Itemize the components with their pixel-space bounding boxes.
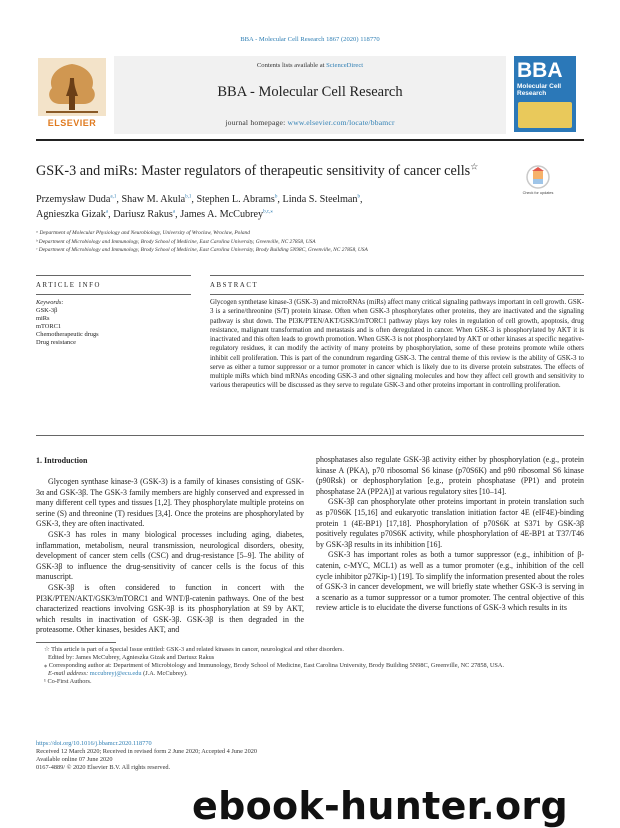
- cover-artwork: [518, 102, 572, 128]
- author-affiliation-mark[interactable]: b: [357, 194, 360, 200]
- footnote-rule: [36, 642, 116, 643]
- corresponding-author-note: ⁎ Corresponding author at: Department of Microbiology and Immunology, Brody School of Medicine, East Carolina University, Brody Building 5N98C, Greenville, NC 27858, USA.: [44, 662, 505, 669]
- article-title-line: [36, 163, 506, 180]
- keyword-item: mTORC1: [36, 322, 62, 330]
- available-online: Available online 07 June 2020: [36, 756, 113, 763]
- author-affiliation-mark[interactable]: b,1: [185, 194, 192, 200]
- intro-paragraph: GSK-3β is often considered to function in concert with the PI3K/PTEN/AKT/GSK3/mTORC1 and WNT/β-catenin pathways. One of the best characterized reactions involving GSK-3β is its phosphorylation at S9 by AKT, which results in inactivation of GSK-3β. GSK-3β is then degraded in the proteasome. Other kinases, besides AKT, and: [36, 582, 304, 635]
- intro-paragraph: GSK-3β can phosphorylate other proteins important in protein translation such as p70S6K [15,16] and eukaryotic translation initiation factor 4E (eIF4E)-binding protein 1 (4E-BP1) [17,18]. Phosphorylation of p70S6K at S371 by GSK-3β positively regulates p70S6K activity, while phosphorylation of 4E-BP1 at T37/T46 by GSK-3β results in its inhibition [16].: [316, 497, 584, 549]
- contents-line: [114, 62, 506, 70]
- homepage-link[interactable]: www.elsevier.com/locate/bbamcr: [287, 118, 395, 127]
- article-info-rule: [36, 294, 191, 295]
- affiliation-item: ᵃ Department of Molecular Physiology and Neurobiology, University of Wroclaw, Wroclaw, Poland: [36, 230, 250, 236]
- special-issue-note: ☆ This article is part of a Special Issue entitled: GSK-3 and related kinases in cancer, neurological and other disorders.: [44, 646, 344, 653]
- check-updates-icon: [522, 164, 554, 190]
- sciencedirect-link[interactable]: ScienceDirect: [326, 62, 364, 69]
- check-for-updates-button[interactable]: [522, 164, 554, 202]
- abstract-rule-top: [210, 275, 584, 276]
- homepage-line: [114, 118, 506, 127]
- abstract-heading: ABSTRACT: [210, 282, 259, 289]
- masthead: [36, 56, 584, 134]
- authors-line-1: Przemysław Duda$^{a,1}$, Shaw M. Akula$^{b,1}$, Stephen L. Abrams$^b$, Linda S. Steelman$^b$,: [36, 194, 363, 205]
- authors-line-2: Agnieszka Gizak$^a$, Dariusz Rakus$^a$, James A. McCubrey$^{b,c,⁎}$: [36, 209, 273, 220]
- affiliation-item: ᶜ Department of Microbiology and Immunology, Brody School of Medicine, East Carolina University, Brody Building 5N98C, Greenville, NC 27858, USA: [36, 247, 368, 254]
- received-dates: Received 12 March 2020; Received in revised form 2 June 2020; Accepted 4 June 2020: [36, 748, 258, 755]
- author-name: James A. McCubrey: [180, 209, 264, 220]
- article-info-rule-top: [36, 275, 191, 276]
- email-line: [36, 670, 584, 678]
- keyword-item: miRs: [36, 314, 50, 322]
- author-affiliation-mark[interactable]: b,c,⁎: [263, 209, 273, 215]
- elsevier-tree-icon: [36, 56, 108, 118]
- title-footnote-mark[interactable]: ☆: [470, 161, 479, 172]
- article-title: GSK-3 and miRs: Master regulators of therapeutic sensitivity of cancer cells: [36, 163, 471, 179]
- footnotes: [36, 646, 584, 686]
- contents-prefix: Contents lists available at: [256, 62, 327, 69]
- check-updates-label: Check for updates: [522, 191, 554, 195]
- author-name: Shaw M. Akula: [121, 194, 186, 205]
- homepage-prefix: journal homepage:: [225, 118, 288, 127]
- author-name: Linda S. Steelman: [282, 194, 358, 205]
- intro-paragraph: GSK-3 has roles in many biological processes including aging, diabetes, inflammation, metabolism, neural transmission, neurological disorders, obesity, development of cancer stem cells (CSC) and drug-resistance [5–9]. The ability of GSK-3β to influence the drug-sensitivity of cancer cells is the focus of this manuscript.: [36, 529, 304, 582]
- journal-cover: [514, 56, 576, 132]
- abstract-rule-bottom: [36, 435, 584, 436]
- author-affiliation-mark[interactable]: a: [105, 209, 109, 215]
- publication-info: [36, 740, 584, 772]
- affiliation-item: ᵇ Department of Microbiology and Immunology, Brody School of Medicine, East Carolina University, Greenville, NC 27858, USA: [36, 238, 316, 245]
- author-name: Agnieszka Gizak: [36, 209, 106, 220]
- elsevier-logo: [36, 56, 108, 128]
- keywords-block: [36, 299, 191, 347]
- keyword-item: Drug resistance: [36, 338, 76, 346]
- keywords-label: Keywords:: [36, 299, 64, 306]
- keyword-item: GSK-3β: [36, 306, 58, 314]
- masthead-band: [114, 56, 506, 134]
- email-link[interactable]: mccubreyj@ecu.edu: [89, 670, 142, 677]
- running-header[interactable]: BBA - Molecular Cell Research 1867 (2020) 118770: [240, 36, 380, 43]
- intro-heading: 1. Introduction: [36, 456, 88, 465]
- author-name: Dariusz Rakus: [113, 209, 173, 220]
- co-first-note: ¹ Co-First Authors.: [44, 678, 92, 685]
- cover-subtitle: Molecular Cell Research: [517, 83, 562, 97]
- masthead-rule: [36, 139, 584, 141]
- intro-paragraph: GSK-3 has important roles as both a tumor suppressor (e.g., inhibition of β-catenin, c-MYC, MCL1) as well as a tumor promoter (e.g., inhibition of the cell cycle inhibitor p27Kip-1) [19]. To simplify the information presented about the roles of GSK-3 in cancer development, we will briefly state whether GSK-3 is serving in a scenario as a tumor suppressor or a tumor promoter. The central objective of this review article is to elucidate the diverse functions of GSK-3 which results in its: [316, 550, 584, 613]
- author-name: Przemysław Duda: [36, 194, 111, 205]
- intro-paragraph: phosphatases also regulate GSK-3β activity either by phosphorylation (e.g., protein kinase A (PKA), p70 ribosomal S6 kinase (p70S6K) and p90 ribosomal S6 kinase (p90Rsk) or dephosphorylation [e.g., protein phosphatase (PP1) and protein phosphatase 2A (PP2A)] at various regulatory sites [10–14].: [316, 455, 584, 496]
- keyword-item: Chemotherapeutic drugs: [36, 330, 99, 338]
- author-affiliation-mark[interactable]: a: [172, 209, 176, 215]
- email-label: E-mail address:: [48, 670, 90, 677]
- abstract-rule: [210, 294, 584, 295]
- journal-title: BBA - Molecular Cell Research: [217, 84, 403, 100]
- publisher-logo-text: ELSEVIER: [47, 118, 97, 128]
- author-name: Stephen L. Abrams: [196, 194, 275, 205]
- copyright-line: 0167-4889/ © 2020 Elsevier B.V. All rights reserved.: [36, 764, 171, 771]
- abstract-text: Glycogen synthetase kinase-3 (GSK-3) and microRNAs (miRs) affect many critical signaling pathways important in cell growth. GSK-3 is a serine/threonine (S/T) protein kinase. Often when GSK-3 phosphorylates other proteins, they are inactivated and the signaling pathway is shut down. The PI3K/PTEN/AKT/GSK3/mTORC1 pathway plays key roles in regulation of cell growth, apoptosis, drug resistance, malignant transformation and metastasis and is often deregulated in cancer. When GSK-3 is phosphorylated by AKT it is inactivated and this often leads to growth promotion. When GSK-3 is not phosphorylated by AKT or other kinases at specific negative-regulatory residues, it can modify the activity of many proteins by phosphorylation, some of these proteins promote while others inhibit cell proliferation. This is part of the conundrum regarding GSK-3. The central theme of this review is the ability of GSK-3 to serve as either a tumor suppressor or a tumor promoter in cancer which is likely due to its diverse protein substrates. The effects of multiple miRs which bind mRNAs encoding GSK-3 and other signaling molecules and how they affect cell growth and sensitivity to various therapeutics will be discussed as they serve to regulate GSK-3 and other proteins important in controlling proliferation.: [210, 299, 584, 390]
- email-suffix: (J.A. McCubrey).: [141, 670, 188, 677]
- author-affiliation-mark[interactable]: b: [274, 194, 278, 200]
- watermark: ebook-hunter.org: [192, 784, 568, 828]
- intro-paragraph: Glycogen synthase kinase-3 (GSK-3) is a family of kinases consisting of GSK-3α and GSK-3β. The GSK-3 family members are highly conserved and expressed in many different cell types and tissues [1,2]. They phosphorylate multiple proteins on serine (S) and threonine (T) residues [3,4]. Once the proteins are phosphorylated by GSK-3, they are often inactivated.: [36, 477, 304, 529]
- edited-by-note: Edited by: James McCubrey, Agnieszka Gizak and Dariusz Rakus: [48, 654, 215, 661]
- article-info-heading: ARTICLE INFO: [36, 282, 102, 289]
- intro-left-column: [36, 477, 304, 636]
- doi-link[interactable]: https://doi.org/10.1016/j.bbamcr.2020.118770: [36, 740, 152, 747]
- affiliations: [36, 229, 584, 255]
- intro-right-column: [316, 455, 584, 614]
- cover-title: BBA: [517, 59, 563, 82]
- author-affiliation-mark[interactable]: a,1: [110, 194, 117, 200]
